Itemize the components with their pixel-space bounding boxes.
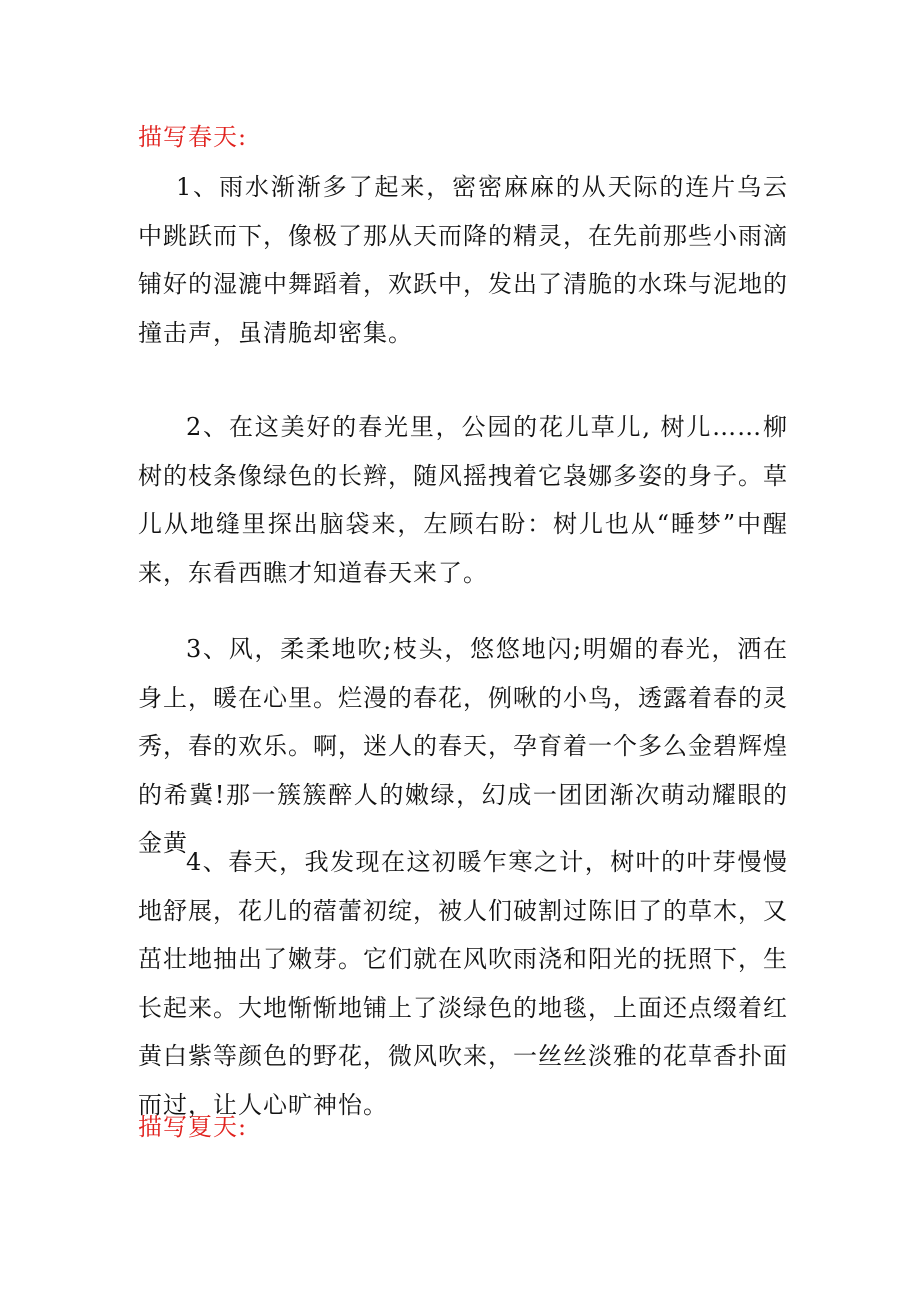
section-heading-summer: 描写夏天: [138, 1113, 248, 1141]
paragraph-spring-3: 3、风，柔柔地吹;枝头，悠悠地闪;明媚的春光，洒在身上，暖在心里。烂漫的春花，例啾的小鸟，透露着春的灵秀，春的欢乐。啊，迷人的春天，孕育着一个多么金碧辉煌的希冀!那一簇簇醉人的嫩绿，幻成一团团渐次萌动耀眼的金黄 [138, 635, 788, 857]
paragraph-spring-2: 2、在这美好的春光里，公园的花儿草儿, 树儿……柳树的枝条像绿色的长辫，随风摇拽着它袅娜多姿的身子。草儿从地缝里探出脑袋来，左顾右盼：树儿也从“睡梦”中醒来，东看西瞧才知道春天来了。 [138, 413, 788, 587]
paragraph-spring-1: 1、雨水渐渐多了起来，密密麻麻的从天际的连片乌云中跳跃而下，像极了那从天而降的精灵，在先前那些小雨滴铺好的湿漉中舞蹈着，欢跃中，发出了清脆的水珠与泥地的撞击声，虽清脆却密集。 [138, 173, 788, 347]
section-heading-spring: 描写春天: [138, 123, 248, 151]
paragraph-spring-4: 4、春天，我发现在这初暖乍寒之计，树叶的叶芽慢慢地舒展，花儿的蓿蕾初绽，被人们破割过陈旧了的草木，又茁壮地抽出了嫩芽。它们就在风吹雨浇和阳光的抚照下，生长起来。大地惭惭地铺上了淡绿色的地毯，上面还点缀着红黄白紫等颜色的野花，微风吹来，一丝丝淡雅的花草香扑面而过，让人心旷神怡。 [138, 848, 788, 1119]
